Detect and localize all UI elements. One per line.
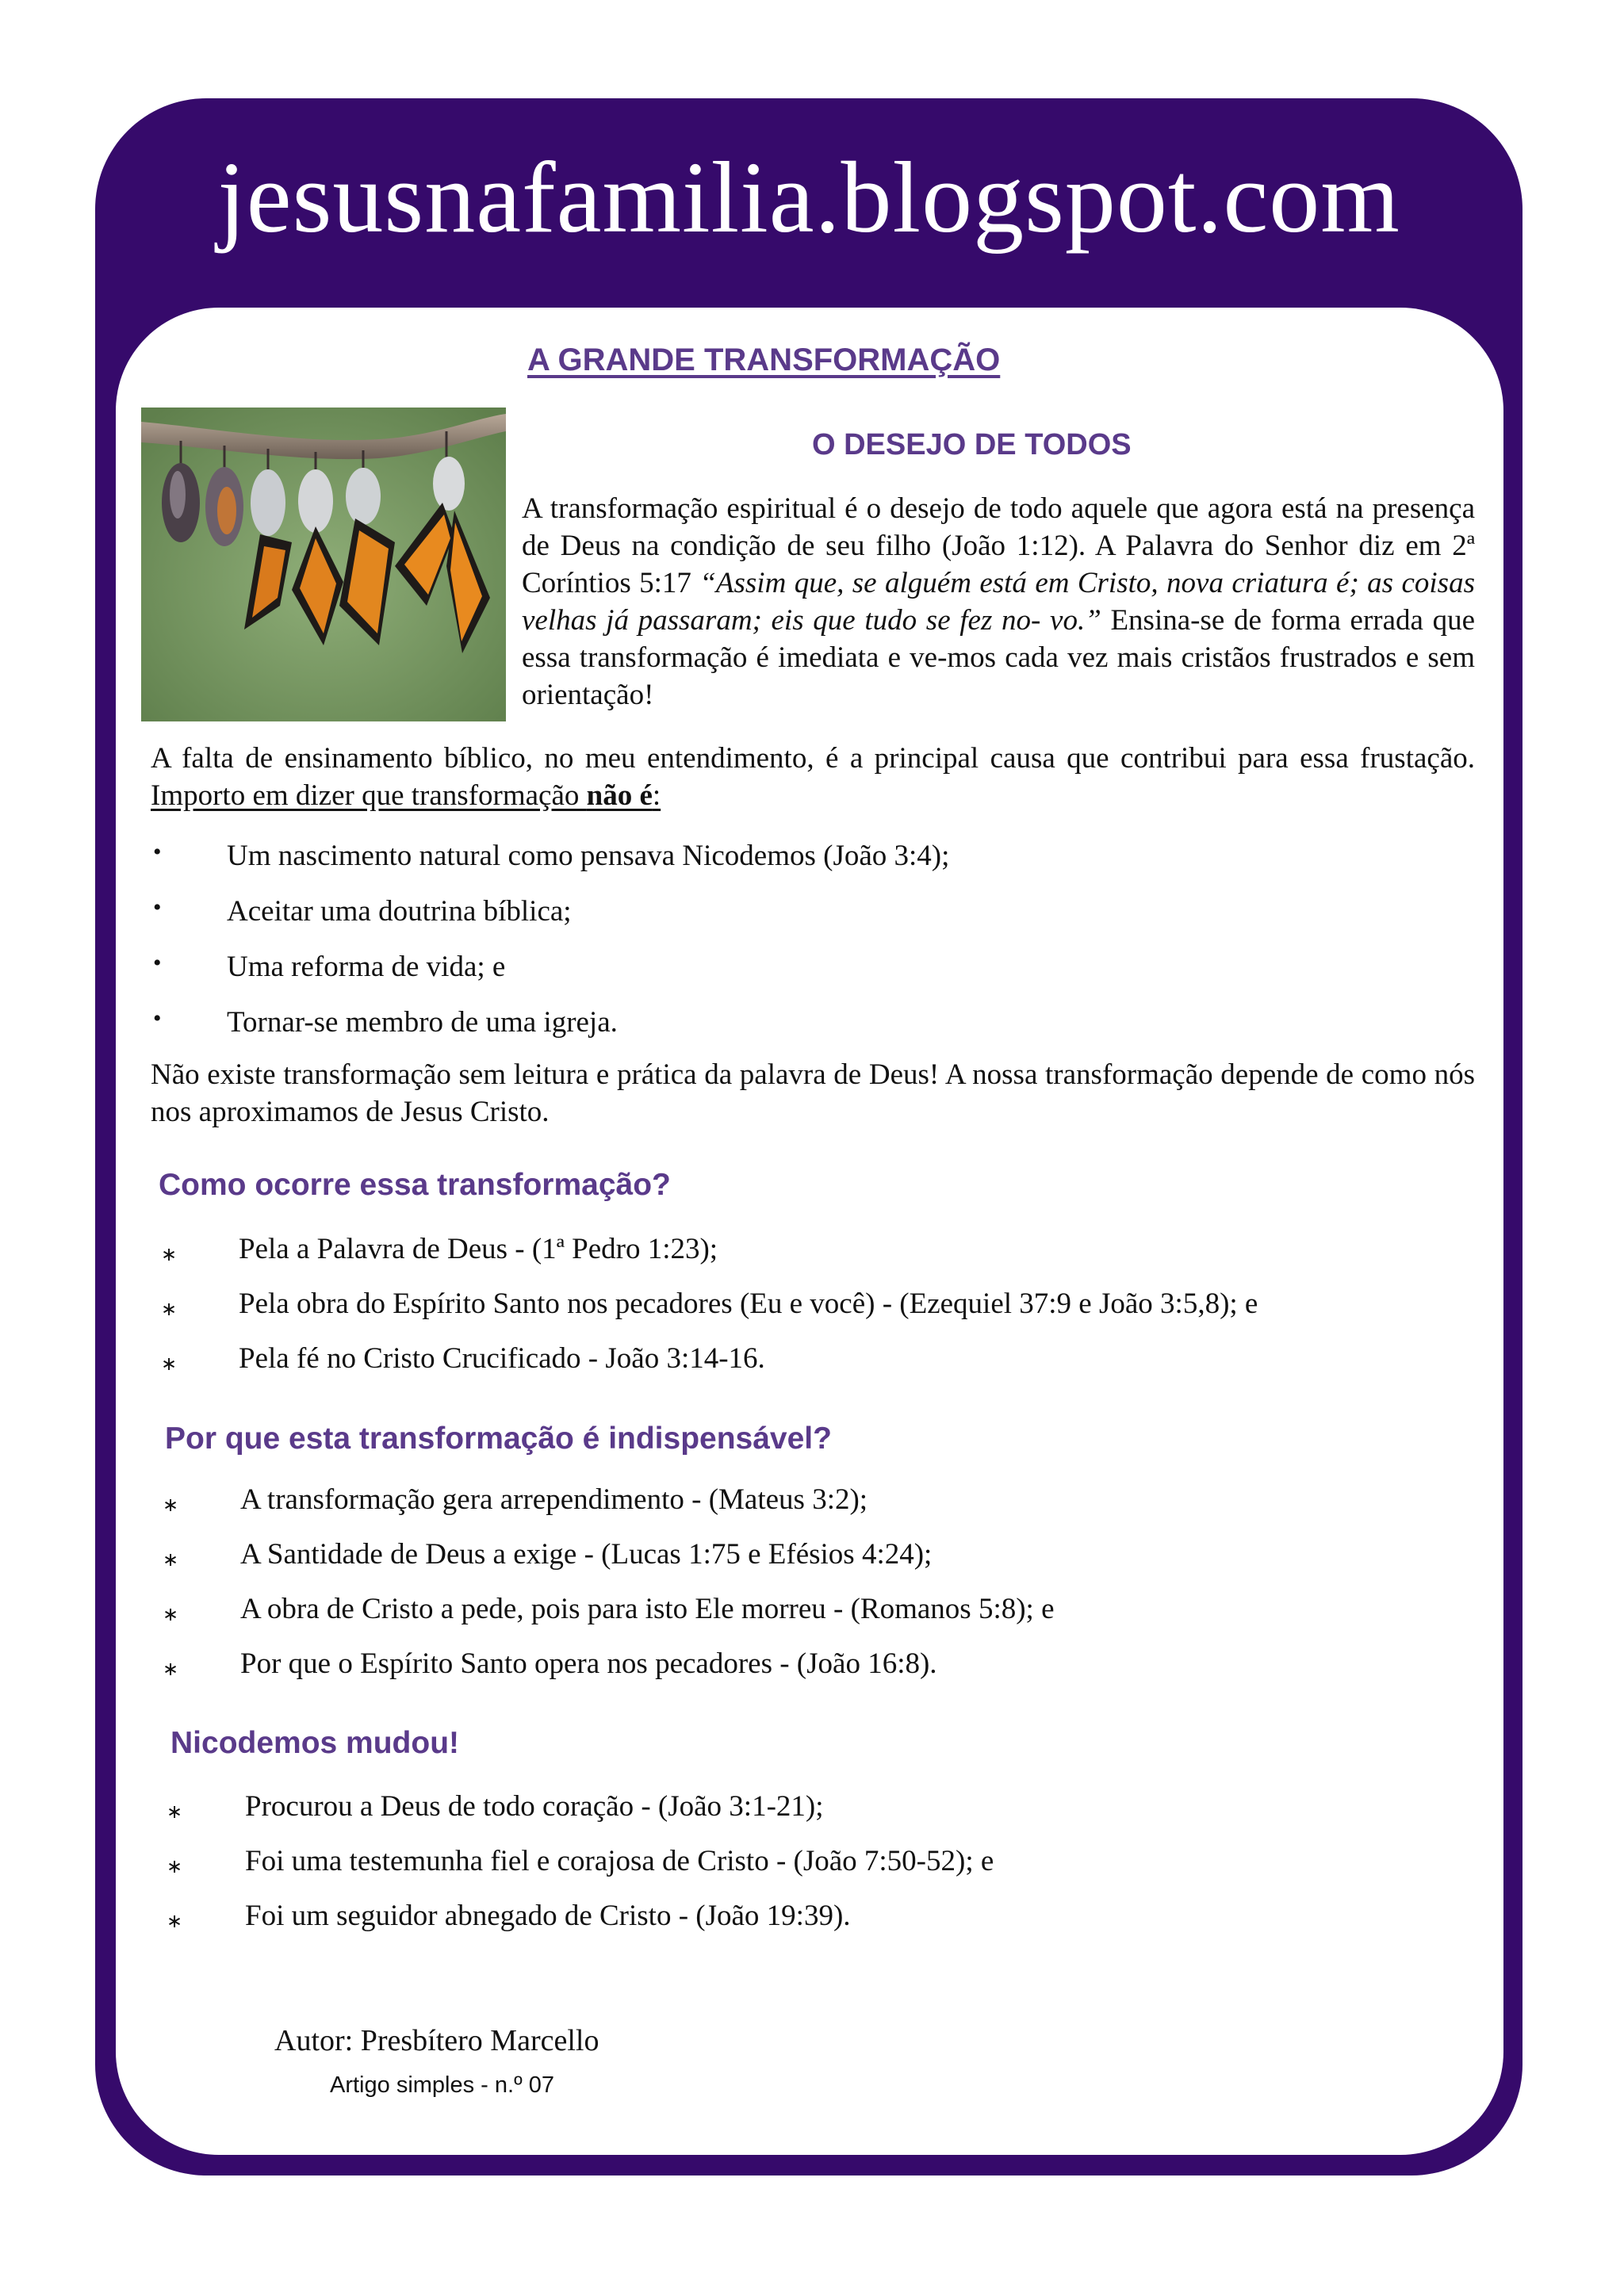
bullet-icon: • [153, 894, 162, 920]
section-heading-why: Por que esta transformação é indispensável? [165, 1422, 832, 1456]
main-title: A GRANDE TRANSFORMAÇÃO [527, 342, 1001, 377]
colon: : [652, 779, 661, 812]
butterfly-chrysalis-photo [141, 408, 506, 721]
underlined-text: Importo em dizer que transformação [151, 779, 587, 812]
scripture-quote: “Assim que, se alguém está em Cristo, nova criatura é; as coisas velhas já passaram; eis que tudo se fez no- [522, 567, 1475, 637]
underlined-statement [151, 779, 661, 812]
list-item: Uma reforma de vida; e [227, 951, 506, 983]
asterisk-bullet-icon: ∗ [163, 1659, 179, 1680]
bullet-icon: • [153, 839, 162, 865]
asterisk-bullet-icon: ∗ [163, 1550, 179, 1571]
list-item: A obra de Cristo a pede, pois para isto Ele morreu - (Romanos 5:8); e [240, 1593, 1055, 1625]
conclusion-paragraph: Não existe transformação sem leitura e prática da palavra de Deus! A nossa transformação depende de como nós nos aproximamos de Jesus Cristo. [151, 1058, 1475, 1128]
problem-paragraph [151, 740, 1475, 814]
asterisk-bullet-icon: ∗ [163, 1495, 179, 1516]
list-item: Pela obra do Espírito Santo nos pecadores (Eu e você) - (Ezequiel 37:9 e João 3:5,8); e [239, 1288, 1258, 1320]
list-item: A transformação gera arrependimento - (Mateus 3:2); [240, 1483, 868, 1516]
asterisk-bullet-icon: ∗ [167, 1802, 183, 1823]
list-item: Foi um seguidor abnegado de Cristo - (João 19:39). [245, 1900, 851, 1932]
bullet-icon: • [153, 1005, 162, 1031]
list-item: A Santidade de Deus a exige - (Lucas 1:75 e Efésios 4:24); [240, 1538, 933, 1571]
list-item: Procurou a Deus de todo coração - (João 3:1-21); [245, 1790, 824, 1823]
list-item: Foi uma testemunha fiel e corajosa de Cristo - (João 7:50-52); e [245, 1845, 994, 1877]
list-item: Tornar-se membro de uma igreja. [227, 1006, 618, 1039]
asterisk-bullet-icon: ∗ [167, 1857, 183, 1877]
list-item: Por que o Espírito Santo opera nos pecadores - (João 16:8). [240, 1647, 937, 1680]
list-item: Um nascimento natural como pensava Nicodemos (João 3:4); [227, 840, 950, 872]
intro-paragraph [522, 490, 1475, 714]
bullet-icon: • [153, 950, 162, 976]
section-heading-how: Como ocorre essa transformação? [159, 1168, 671, 1202]
asterisk-bullet-icon: ∗ [161, 1354, 178, 1375]
intro-text-continued: Ensina-se de forma errada que essa transformação é imediata e ve-mos cada vez mais cristãos frustrados e sem orientação! [522, 604, 1476, 711]
asterisk-bullet-icon: ∗ [161, 1299, 178, 1320]
asterisk-bullet-icon: ∗ [167, 1911, 183, 1932]
section-subtitle: O DESEJO DE TODOS [812, 428, 1132, 461]
intro-text: A transformação espiritual é o desejo de todo aquele que agora está na presença de Deus na condição de seu filho (João 1:12). A Palavra do Senhor diz em 2ª Coríntios 5:17 [522, 492, 1475, 599]
section-heading-nicodemos: Nicodemos mudou! [170, 1726, 460, 1760]
author-credit: Autor: Presbítero Marcello [274, 2024, 599, 2057]
problem-text: A falta de ensinamento bíblico, no meu entendimento, é a principal causa que contribui para essa frustação. [151, 742, 1475, 775]
article-number: Artigo simples - n.º 07 [330, 2072, 554, 2098]
asterisk-bullet-icon: ∗ [163, 1605, 179, 1625]
list-item: Pela fé no Cristo Crucificado - João 3:14-16. [239, 1342, 765, 1375]
site-title: jesusnafamilia.blogspot.com [217, 141, 1400, 254]
butterfly-photo-illustration [141, 408, 506, 721]
list-item: Pela a Palavra de Deus - (1ª Pedro 1:23); [239, 1233, 718, 1265]
asterisk-bullet-icon: ∗ [161, 1245, 178, 1265]
bold-negation: não é [586, 779, 653, 812]
list-item: Aceitar uma doutrina bíblica; [227, 895, 572, 928]
scripture-quote-end: vo.” [1050, 604, 1101, 637]
